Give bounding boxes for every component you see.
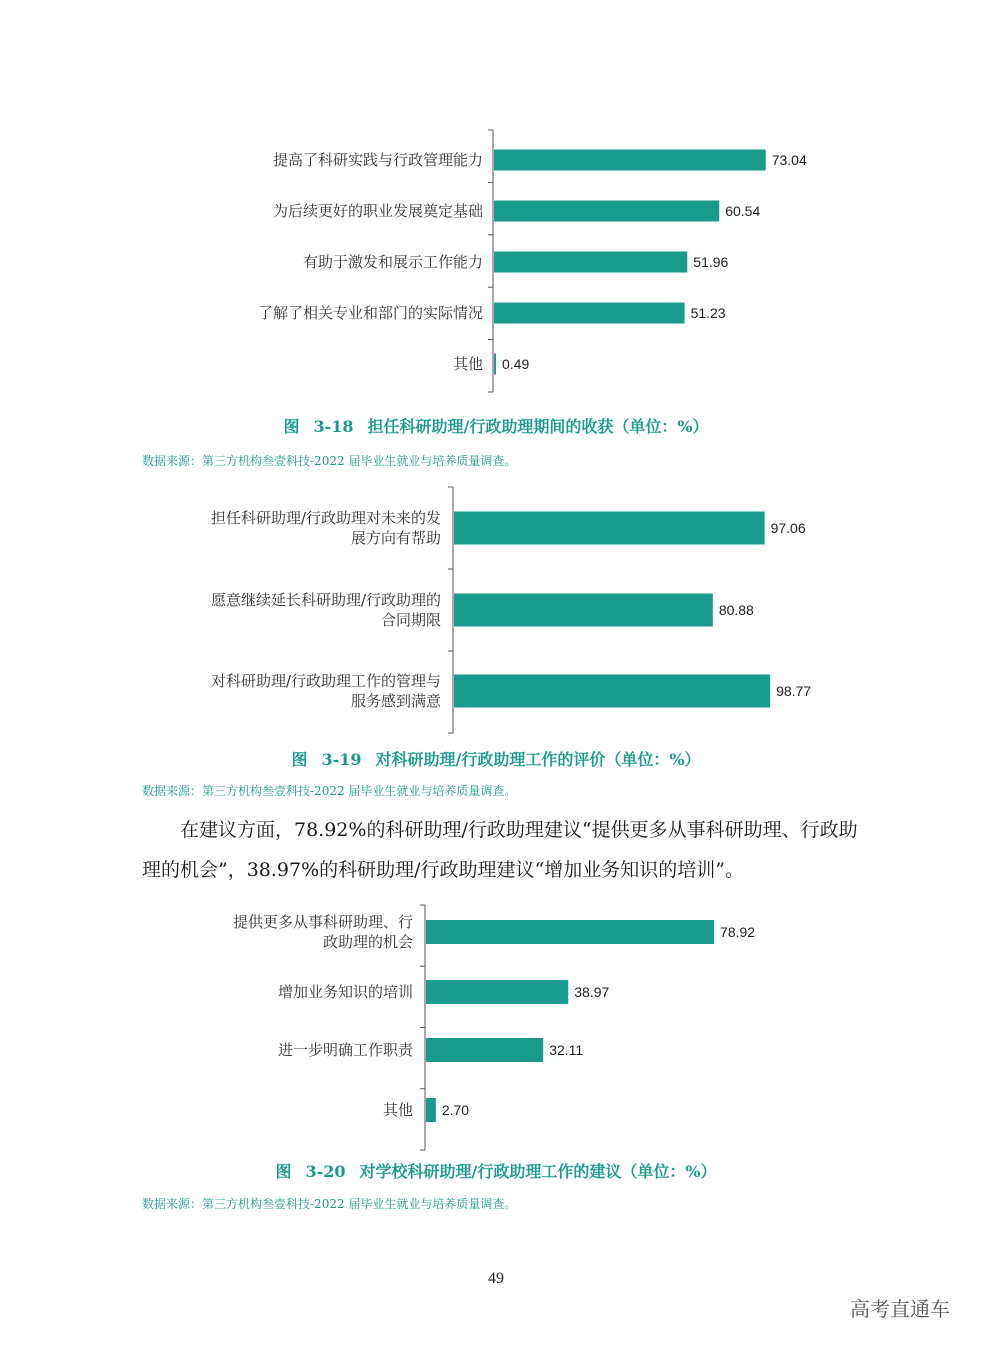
bar	[426, 1098, 436, 1122]
category-label: 进一步明确工作职责	[277, 1041, 413, 1059]
data-source-note: 数据来源：第三方机构叁壹科技-2022 届毕业生就业与培养质量调查。	[142, 784, 517, 798]
caption-text: 对学校科研助理/行政助理工作的建议（单位：%）	[359, 1162, 717, 1181]
category-label: 服务感到满意	[350, 692, 441, 710]
bar-chart-1	[258, 130, 807, 392]
bar	[494, 354, 496, 375]
category-label: 对科研助理/行政助理工作的管理与	[210, 672, 441, 690]
bar	[426, 920, 714, 944]
category-label: 增加业务知识的培训	[277, 983, 413, 1001]
page-number: 49	[488, 1270, 504, 1287]
data-label: 80.88	[718, 602, 754, 618]
body-paragraph: 在建议方面，78.92%的科研助理/行政助理建议“提供更多从事科研助理、行政助理的机会”，38.97%的科研助理/行政助理建议“增加业务知识的培训”。	[142, 819, 858, 881]
caption-text: 对科研助理/行政助理工作的评价（单位：%）	[375, 750, 701, 769]
bar	[494, 201, 719, 222]
data-label: 2.70	[441, 1102, 470, 1118]
category-label: 其他	[382, 1101, 413, 1119]
figure-caption-3-19	[0, 747, 992, 770]
category-label: 其他	[452, 355, 483, 373]
figure-caption-3-18	[0, 414, 992, 437]
data-source-note: 数据来源：第三方机构叁壹科技-2022 届毕业生就业与培养质量调查。	[142, 1197, 517, 1211]
bar	[494, 150, 766, 171]
data-label: 51.96	[693, 254, 729, 270]
category-label: 愿意继续延长科研助理/行政助理的	[210, 591, 441, 609]
category-label: 合同期限	[380, 611, 441, 629]
caption-number: 3-20	[305, 1162, 346, 1181]
bar	[454, 675, 770, 708]
category-label: 担任科研助理/行政助理对未来的发	[210, 509, 441, 527]
data-label: 38.97	[574, 984, 610, 1000]
caption-text: 担任科研助理/行政助理期间的收获（单位：%）	[367, 417, 709, 436]
data-label: 0.49	[502, 356, 530, 372]
data-label: 60.54	[725, 203, 761, 219]
category-label: 提高了科研实践与行政管理能力	[272, 151, 483, 169]
category-label: 为后续更好的职业发展奠定基础	[272, 202, 483, 220]
caption-prefix: 图	[283, 417, 300, 436]
data-label: 32.11	[549, 1042, 584, 1058]
category-label: 提供更多从事科研助理、行	[232, 913, 413, 931]
figure-caption-3-20	[0, 1159, 992, 1182]
category-label: 有助于激发和展示工作能力	[302, 253, 483, 271]
data-label: 98.77	[776, 683, 812, 699]
bar	[494, 252, 687, 273]
data-label: 51.23	[690, 305, 726, 321]
bar	[494, 303, 685, 324]
caption-prefix: 图	[291, 750, 308, 769]
caption-number: 3-18	[313, 417, 354, 436]
data-label: 78.92	[720, 924, 756, 940]
bar-chart-2	[211, 487, 811, 733]
bar	[454, 594, 713, 627]
bar	[454, 512, 765, 545]
bar-chart-3	[233, 905, 755, 1150]
caption-prefix: 图	[275, 1162, 292, 1181]
watermark-text: 高考直通车	[850, 1297, 950, 1321]
data-label: 73.04	[771, 152, 807, 168]
category-label: 政助理的机会	[322, 933, 413, 951]
bar	[426, 980, 568, 1004]
caption-number: 3-19	[321, 750, 362, 769]
bar	[426, 1038, 543, 1062]
data-label: 97.06	[770, 520, 806, 536]
data-source-note: 数据来源：第三方机构叁壹科技-2022 届毕业生就业与培养质量调查。	[142, 454, 517, 468]
category-label: 展方向有帮助	[350, 529, 441, 547]
category-label: 了解了相关专业和部门的实际情况	[257, 304, 483, 322]
